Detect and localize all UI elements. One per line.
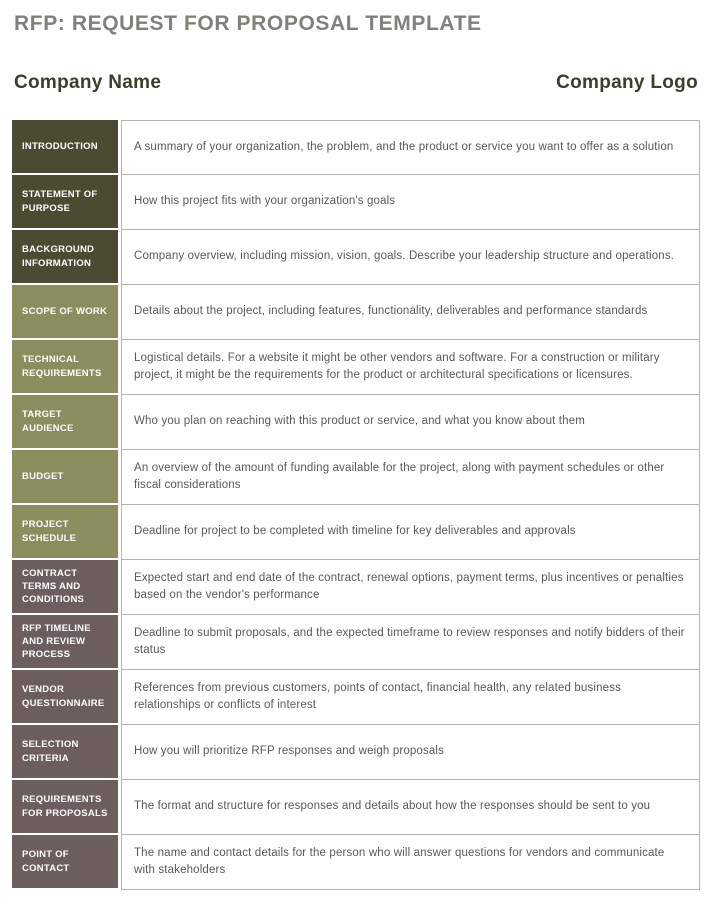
- table-row: [12, 285, 700, 340]
- row-description-cell: How you will prioritize RFP responses and weigh proposals: [121, 725, 700, 780]
- row-label-cell: STATEMENT OF PURPOSE: [12, 175, 118, 230]
- table-row: [12, 395, 700, 450]
- table-row: [12, 835, 700, 890]
- row-description-cell: Expected start and end date of the contract, renewal options, payment terms, plus incentives or penalties based on the vendor's performance: [121, 560, 700, 615]
- table-row: [12, 120, 700, 175]
- row-label-cell: REQUIREMENTS FOR PROPOSALS: [12, 780, 118, 835]
- row-description-cell: How this project fits with your organization's goals: [121, 175, 700, 230]
- rfp-sections-table: [12, 120, 700, 890]
- row-label-cell: CONTRACT TERMS AND CONDITIONS: [12, 560, 118, 615]
- row-label-cell: SELECTION CRITERIA: [12, 725, 118, 780]
- row-description-cell: Details about the project, including features, functionality, deliverables and performance standards: [121, 285, 700, 340]
- table-row: [12, 615, 700, 670]
- table-row: [12, 505, 700, 560]
- table-row: [12, 670, 700, 725]
- table-row: [12, 725, 700, 780]
- row-description-cell: Deadline for project to be completed with timeline for key deliverables and approvals: [121, 505, 700, 560]
- row-description-cell: The name and contact details for the person who will answer questions for vendors and communicate with stakeholders: [121, 835, 700, 890]
- row-label-cell: INTRODUCTION: [12, 120, 118, 175]
- table-row: [12, 340, 700, 395]
- row-label-cell: VENDOR QUESTIONNAIRE: [12, 670, 118, 725]
- row-description-cell: A summary of your organization, the problem, and the product or service you want to offer as a solution: [121, 120, 700, 175]
- row-description-cell: Who you plan on reaching with this product or service, and what you know about them: [121, 395, 700, 450]
- row-label-cell: BACKGROUND INFORMATION: [12, 230, 118, 285]
- company-logo: Company Logo: [556, 72, 698, 93]
- table-row: [12, 175, 700, 230]
- row-label-cell: POINT OF CONTACT: [12, 835, 118, 890]
- company-header: [14, 72, 698, 94]
- company-name: Company Name: [14, 72, 162, 93]
- row-label-cell: BUDGET: [12, 450, 118, 505]
- row-description-cell: Company overview, including mission, vision, goals. Describe your leadership structure and operations.: [121, 230, 700, 285]
- table-row: [12, 780, 700, 835]
- row-description-cell: An overview of the amount of funding available for the project, along with payment schedules or other fiscal considerations: [121, 450, 700, 505]
- row-label-cell: PROJECT SCHEDULE: [12, 505, 118, 560]
- table-row: [12, 230, 700, 285]
- row-description-cell: Deadline to submit proposals, and the expected timeframe to review responses and notify bidders of their status: [121, 615, 700, 670]
- row-description-cell: Logistical details. For a website it might be other vendors and software. For a construction or military project, it might be the requirements for the product or architectural specifications or licensures.: [121, 340, 700, 395]
- page-title: RFP: REQUEST FOR PROPOSAL TEMPLATE: [14, 12, 482, 35]
- row-label-cell: TARGET AUDIENCE: [12, 395, 118, 450]
- row-label-cell: TECHNICAL REQUIREMENTS: [12, 340, 118, 395]
- table-row: [12, 450, 700, 505]
- row-label-cell: RFP TIMELINE AND REVIEW PROCESS: [12, 615, 118, 670]
- row-label-cell: SCOPE OF WORK: [12, 285, 118, 340]
- table-row: [12, 560, 700, 615]
- row-description-cell: The format and structure for responses and details about how the responses should be sent to you: [121, 780, 700, 835]
- row-description-cell: References from previous customers, points of contact, financial health, any related business relationships or conflicts of interest: [121, 670, 700, 725]
